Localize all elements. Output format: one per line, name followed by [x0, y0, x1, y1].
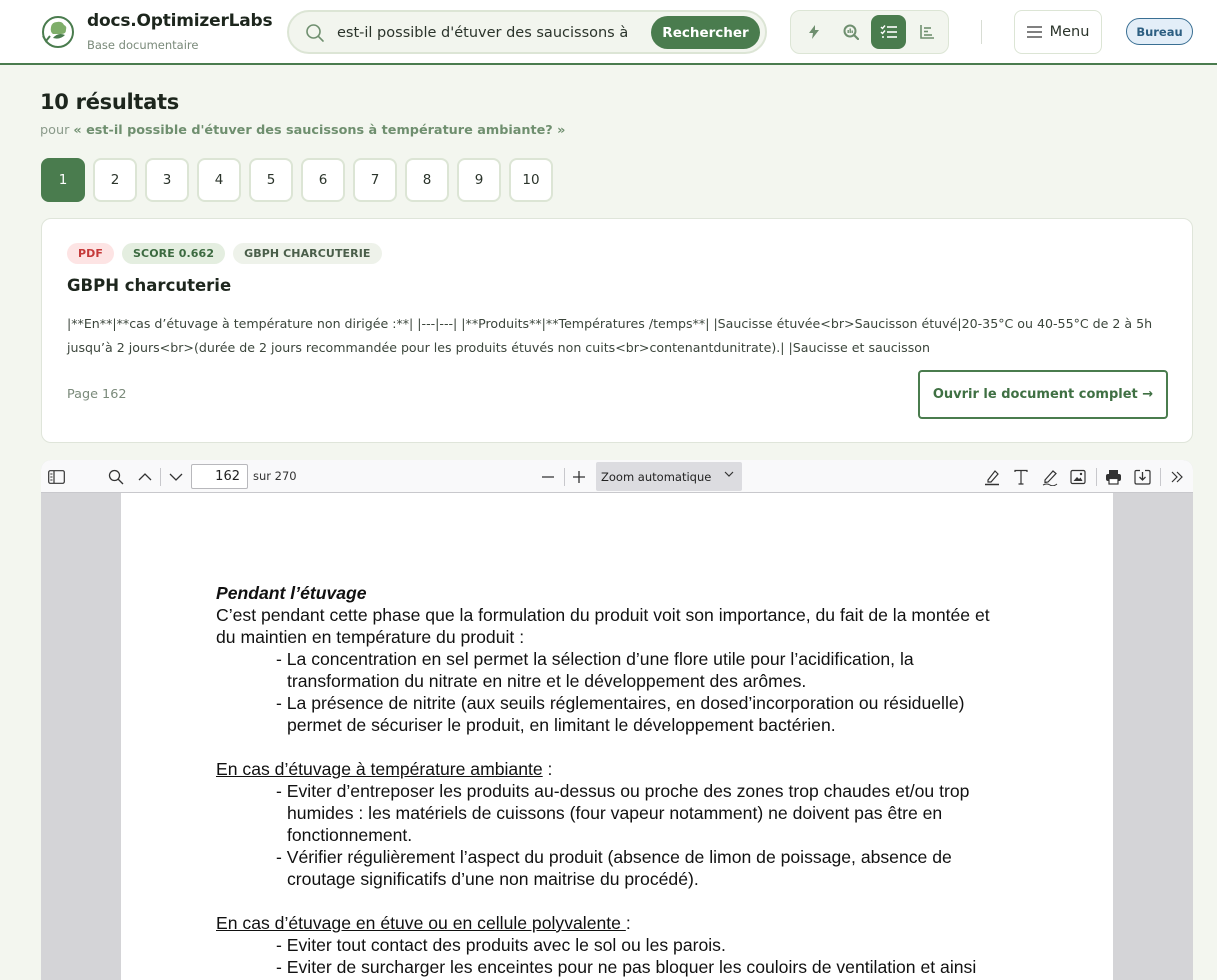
pdf-bullet: - Eviter tout contact des produits avec le sol ou les parois.: [276, 935, 726, 955]
menu-button[interactable]: [1014, 10, 1102, 54]
pdf-bullet: - Eviter d’entreposer les produits au-dessus ou proche des zones trop chaudes et/ou trop: [276, 781, 970, 801]
pdf-bullet: - La concentration en sel permet la sélection d’une flore utile pour l’acidification, la: [276, 649, 914, 669]
pdf-paragraph: du maintien en température du produit :: [216, 627, 525, 647]
page-button-1[interactable]: 1: [41, 158, 85, 202]
next-page-button[interactable]: [166, 467, 186, 487]
query-text: « est-il possible d'étuver des saucissons à température ambiante? »: [73, 123, 566, 138]
printer-icon: [1105, 469, 1122, 485]
pdf-bullet: - Eviter de surcharger les enceintes pour ne pas bloquer les couloirs de ventilation et ainsi: [276, 957, 977, 977]
find-button[interactable]: [106, 467, 126, 487]
text-icon: [1013, 469, 1029, 485]
download-icon: [1134, 469, 1151, 485]
zoom-in-button[interactable]: [569, 467, 589, 487]
result-pagination: [41, 158, 553, 202]
save-button[interactable]: [1132, 467, 1152, 487]
chevron-down-icon: [169, 473, 183, 481]
pdf-bullet-cont: permet de sécuriser le produit, en limitant le développement bactérien.: [287, 715, 836, 735]
pdf-page-content: [216, 582, 1046, 978]
add-text-button[interactable]: [1011, 467, 1031, 487]
previous-page-button[interactable]: [135, 467, 155, 487]
toolbar-separator: [1096, 468, 1097, 486]
zoom-out-button[interactable]: [538, 467, 558, 487]
score-badge: SCORE 0.662: [122, 243, 225, 264]
pdf-section-heading: En cas d’étuvage à température ambiante :: [216, 759, 553, 779]
chevron-down-icon: [724, 471, 734, 477]
result-snippet: |**En**|**cas d’étuvage à température non dirigée :**| |---|---| |**Produits**|**Températures /temps**| |Saucisse étuvée<br>Saucisson étuvé|20-35°C ou 40-55°C de 2 à 5h jusqu’à 2 jours<br>(durée de 2 jours recommandée pour les produits étuvés non cuits<br>contenantdunitrate).| |Saucisse et saucisson: [67, 316, 1153, 355]
file-type-badge: PDF: [67, 243, 114, 264]
pen-icon: [1041, 468, 1059, 486]
minus-icon: [541, 470, 555, 484]
pdf-bullet-cont: humides : les matériels de cuissons (four vapeur notamment) ne doivent pas être en: [287, 803, 943, 823]
header-divider: [981, 20, 982, 44]
logo-icon: [40, 14, 76, 50]
brand-title: docs.OptimizerLabs: [87, 11, 273, 31]
hamburger-icon: [1027, 26, 1042, 38]
toolbar-separator: [160, 468, 161, 486]
results-count-title: 10 résultats: [40, 90, 179, 114]
search-icon: [305, 23, 325, 43]
page-number-input[interactable]: [191, 464, 248, 489]
pdf-bullet: - La présence de nitrite (aux seuils réglementaires, en dosed’incorporation ou résiduelle): [276, 693, 965, 713]
draw-button[interactable]: [1040, 467, 1060, 487]
top-header: [0, 0, 1217, 65]
page-total-label: sur 270: [253, 469, 297, 483]
page-button-4[interactable]: 4: [197, 158, 241, 202]
category-badge: GBPH CHARCUTERIE: [233, 243, 381, 264]
mode-chart-button[interactable]: [909, 15, 944, 49]
mode-analyze-button[interactable]: [833, 15, 868, 49]
page-button-3[interactable]: 3: [145, 158, 189, 202]
find-icon: [108, 469, 124, 485]
results-query-line: [40, 123, 565, 138]
sidebar-toggle-button[interactable]: [46, 467, 66, 487]
bar-chart-icon: [919, 24, 935, 40]
add-image-button[interactable]: [1068, 467, 1088, 487]
pdf-page: [121, 493, 1113, 980]
print-button[interactable]: [1103, 467, 1123, 487]
workspace-badge[interactable]: Bureau: [1126, 18, 1193, 45]
sidebar-icon: [48, 470, 65, 484]
double-chevron-right-icon: [1170, 470, 1184, 484]
toolbar-separator: [1160, 468, 1161, 486]
toolbar-separator: [564, 468, 565, 486]
checklist-icon: [880, 24, 898, 40]
page-button-5[interactable]: 5: [249, 158, 293, 202]
page-button-2[interactable]: 2: [93, 158, 137, 202]
pdf-toolbar: [41, 460, 1193, 493]
query-prefix: pour: [40, 123, 70, 138]
mode-quick-button[interactable]: [796, 15, 831, 49]
result-page-label: Page 162: [67, 387, 127, 402]
zoom-select[interactable]: [596, 462, 742, 491]
pdf-heading: Pendant l’étuvage: [216, 583, 367, 603]
pdf-paragraph: C’est pendant cette phase que la formulation du produit voit son importance, du fait de la montée et: [216, 605, 990, 625]
pdf-bullet-cont: croutage significatifs d’une non maitrise du procédé).: [287, 869, 699, 889]
search-bar: [287, 10, 767, 54]
search-chart-icon: [843, 24, 859, 40]
chevron-up-icon: [138, 473, 152, 481]
page-button-9[interactable]: 9: [457, 158, 501, 202]
tag-list: [67, 243, 382, 264]
page-button-10[interactable]: 10: [509, 158, 553, 202]
result-card: [41, 218, 1193, 443]
open-document-button[interactable]: Ouvrir le document complet →: [918, 370, 1168, 419]
lightning-icon: [806, 24, 822, 40]
pdf-section-heading: En cas d’étuvage en étuve ou en cellule polyvalente :: [216, 913, 631, 933]
search-input[interactable]: [337, 21, 627, 45]
menu-label: Menu: [1049, 24, 1090, 40]
result-title: GBPH charcuterie: [67, 276, 232, 295]
pdf-bullet-cont: fonctionnement.: [287, 825, 413, 845]
image-icon: [1070, 469, 1086, 485]
page-button-7[interactable]: 7: [353, 158, 397, 202]
pdf-viewer: [41, 460, 1193, 980]
zoom-select-value: Zoom automatique: [601, 469, 712, 484]
search-button[interactable]: Rechercher: [651, 16, 760, 49]
highlight-button[interactable]: [982, 467, 1002, 487]
page-button-6[interactable]: 6: [301, 158, 345, 202]
brand-subtitle: Base documentaire: [87, 38, 199, 52]
mode-toggle-group: [790, 10, 949, 54]
highlighter-icon: [983, 468, 1001, 486]
more-tools-button[interactable]: [1167, 467, 1187, 487]
pdf-bullet: - Vérifier régulièrement l’aspect du produit (absence de limon de poissage, absence de: [276, 847, 952, 867]
page-button-8[interactable]: 8: [405, 158, 449, 202]
plus-icon: [572, 470, 586, 484]
pdf-bullet-cont: transformation du nitrate en nitre et le développement des arômes.: [287, 671, 807, 691]
mode-list-button[interactable]: [871, 15, 906, 49]
